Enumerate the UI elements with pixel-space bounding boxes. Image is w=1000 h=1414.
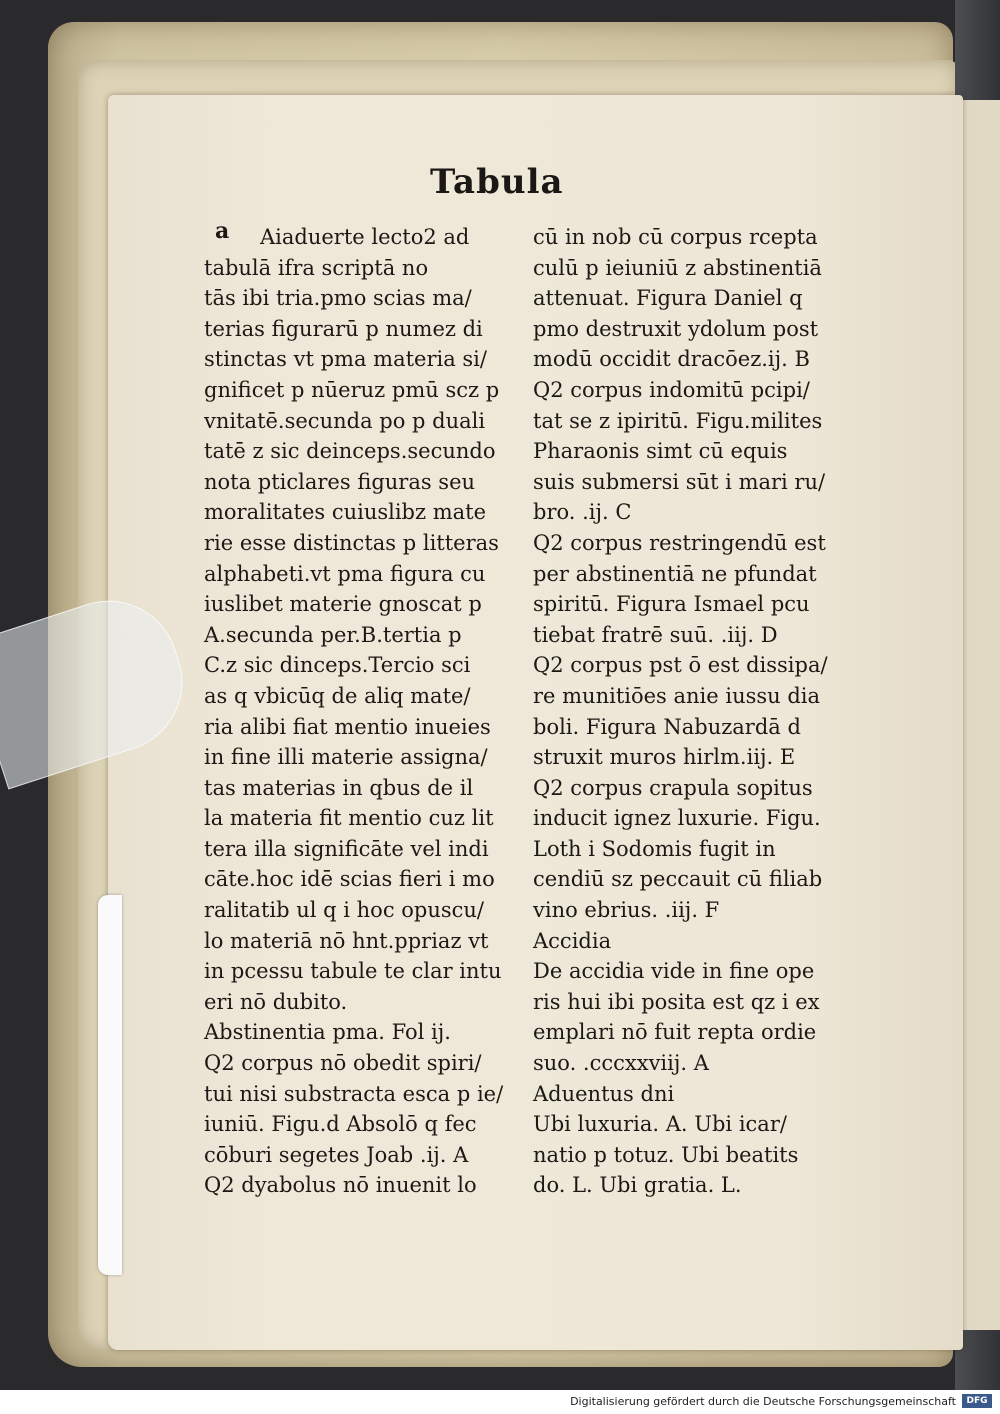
right-column-line: Loth i Sodomis fugit in — [533, 836, 776, 861]
right-column-line: ris hui ibi posita est qz i ex — [533, 989, 820, 1014]
left-column-line: tatē z sic deinceps.secundo — [204, 439, 496, 464]
left-column-line: cāte.hoc idē scias fieri i mo — [204, 867, 495, 892]
left-column-line: vnitatē.secunda po p duali — [204, 408, 486, 433]
left-column-line: Aiaduerte lecto2 ad — [260, 225, 470, 249]
right-column-line: bro. .ij. C — [533, 500, 632, 525]
left-column-line: la materia fit mentio cuz lit — [204, 806, 494, 831]
left-column-line: rie esse distinctas p litteras — [204, 530, 499, 555]
facing-page-edge — [958, 100, 1000, 1330]
right-column-line: struxit muros hirlm.iij. E — [533, 745, 796, 770]
left-column-line: tās ibi tria.pmo scias ma/ — [204, 286, 472, 311]
left-column-line: ralitatib ul q i hoc opuscu/ — [204, 898, 485, 923]
right-column-line: natio p totuz. Ubi beatits — [533, 1142, 799, 1167]
left-column-line: alphabeti.vt pma figura cu — [204, 561, 486, 586]
right-column-line: Q2 corpus crapula sopitus — [533, 775, 813, 800]
right-text-column — [533, 222, 863, 1201]
left-text-column — [204, 222, 524, 1201]
left-column-line: as q vbicūq de aliq mate/ — [204, 683, 471, 708]
left-column-line: tabulā ifra scriptā no — [204, 255, 429, 280]
funding-credit: Digitalisierung gefördert durch die Deutsche Forschungsgemeinschaft — [570, 1395, 956, 1408]
left-column-line: in fine illi materie assigna/ — [204, 745, 488, 770]
left-column-line: eri nō dubito. — [204, 989, 348, 1014]
right-column-line: cendiū sz peccauit cū filiab — [533, 867, 823, 892]
right-column-line: attenuat. Figura Daniel q — [533, 286, 803, 311]
left-column-line: tui nisi substracta esca p ie/ — [204, 1081, 504, 1106]
right-column-line: inducit ignez luxurie. Figu. — [533, 806, 821, 831]
right-column-line: emplari nō fuit repta ordie — [533, 1020, 817, 1045]
left-column-line: gnificet p nūeruz pmū scz p — [204, 377, 500, 402]
left-column-line: tas materias in qbus de il — [204, 775, 474, 800]
left-column-line: nota pticlares figuras seu — [204, 469, 476, 494]
right-column-line: Q2 corpus restringendū est — [533, 530, 826, 555]
right-column-line: tiebat fratrē suū. .iij. D — [533, 622, 778, 647]
right-column-line: suis submersi sūt i mari ru/ — [533, 469, 826, 494]
right-column-line: cū in nob cū corpus rcepta — [533, 225, 818, 249]
left-column-line: A.secunda per.B.tertia p — [204, 622, 462, 647]
page-title: Tabula — [430, 162, 564, 202]
left-column-line: lo materiā nō hnt.ppriaz vt — [204, 928, 489, 953]
left-column-line: Q2 dyabolus nō inuenit lo — [204, 1173, 477, 1198]
right-column-line: Pharaonis simt cū equis — [533, 439, 788, 464]
right-column-line: do. L. Ubi gratia. L. — [533, 1173, 742, 1198]
signature-mark: a — [215, 218, 230, 244]
right-column-line: vino ebrius. .iij. F — [533, 898, 720, 923]
right-column-line: modū occidit dracōez.ij. B — [533, 347, 810, 372]
left-column-line: moralitates cuiuslibz mate — [204, 500, 487, 525]
right-column-line: Accidia — [533, 928, 612, 953]
left-column-line: in pcessu tabule te clar intu — [204, 959, 502, 984]
left-column-line: iuslibet materie gnoscat p — [204, 592, 482, 617]
left-column-line: Abstinentia pma. Fol ij. — [204, 1020, 451, 1045]
right-column-line: tat se z ipiritū. Figu.milites — [533, 408, 823, 433]
right-column-line: Q2 corpus indomitū pcipi/ — [533, 377, 810, 402]
right-column-line: culū p ieiuniū z abstinentiā — [533, 255, 822, 280]
show-through-text — [640, 158, 940, 198]
right-column-line: Ubi luxuria. A. Ubi icar/ — [533, 1112, 787, 1137]
right-column-line: boli. Figura Nabuzardā d — [533, 714, 801, 739]
right-column-line: spiritū. Figura Ismael pcu — [533, 592, 810, 617]
paper-tab — [98, 895, 122, 1275]
right-column-line: Q2 corpus pst ō est dissipa/ — [533, 653, 828, 678]
left-column-line: ria alibi fiat mentio inueies — [204, 714, 491, 739]
left-column-line: C.z sic dinceps.Tercio sci — [204, 653, 471, 678]
right-column-line: Aduentus dni — [533, 1081, 675, 1106]
right-column-line: per abstinentiā ne pfundat — [533, 561, 817, 586]
dfg-logo: DFG — [962, 1394, 992, 1408]
left-column-line: tera illa significāte vel indi — [204, 836, 489, 861]
right-column-line: re munitiōes anie iussu dia — [533, 683, 821, 708]
left-column-line: terias figurarū p numez di — [204, 316, 483, 341]
left-column-line: iuniū. Figu.d Absolō q fec — [204, 1112, 477, 1137]
left-column-line: Q2 corpus nō obedit spiri/ — [204, 1051, 482, 1076]
right-column-line: pmo destruxit ydolum post — [533, 316, 819, 341]
left-column-line: cōburi segetes Joab .ij. A — [204, 1142, 469, 1167]
right-column-line: De accidia vide in fine ope — [533, 959, 815, 984]
left-column-line: stinctas vt pma materia si/ — [204, 347, 487, 372]
right-column-line: suo. .cccxxviij. A — [533, 1051, 709, 1076]
